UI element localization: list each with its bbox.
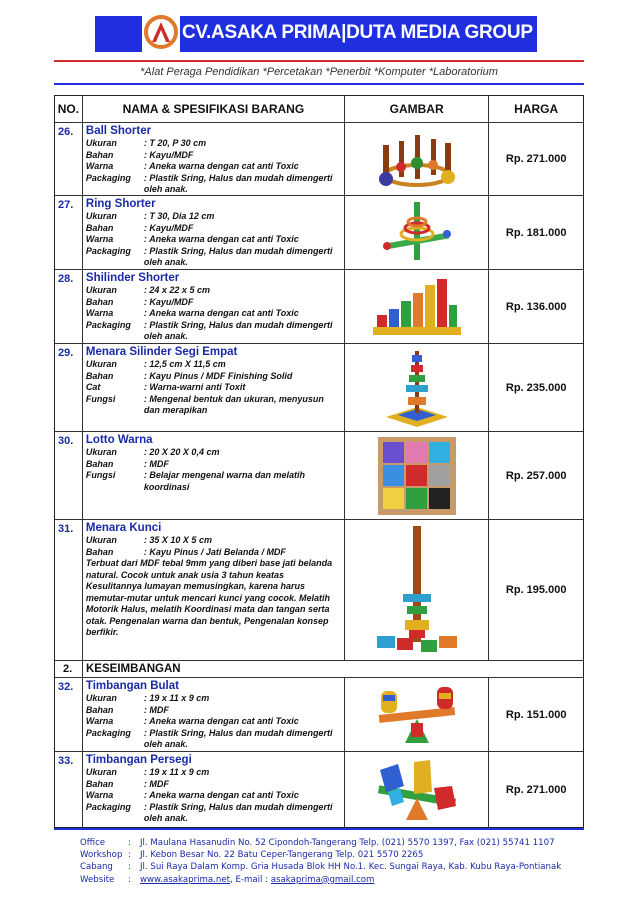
email-link[interactable]: asakaprima@gmail.com (270, 874, 375, 885)
item-description: Terbuat dari MDF tebal 9mm yang diberi base jati belanda natural. Cocok untuk anak usia 3 tahun keatas Kesulitannya lumayan memusingkan, karena harus memutar-mutar untuk mencari kunci yang cocok. Melatih Motorik Halus, melatih Koordinasi mata dan tangan serta otak. Pengenalan warna dan bentuk, Pengenalan konsep berfikir. (85, 558, 333, 637)
spec-key: Fungsi (85, 393, 116, 404)
header-divider-blue (54, 83, 584, 85)
price-table (54, 95, 584, 828)
item-no: 27. (55, 196, 83, 269)
spec-value: : Aneka warna dengan cat anti Toxic (143, 790, 299, 800)
spec-value: : Plastik Sring, Halus dan mudah dimengerti oleh anak. (143, 319, 333, 341)
spec-row (86, 693, 340, 705)
item-name: Timbangan Persegi (85, 754, 192, 766)
footer-label: Website (80, 874, 115, 885)
spec-row (86, 308, 340, 320)
item-price: Rp. 271.000 (505, 783, 567, 796)
square-cylinder-tower-toy-icon (382, 347, 452, 429)
item-price: Rp. 136.000 (505, 300, 567, 313)
spec-row (86, 728, 340, 751)
footer-colon: : (128, 862, 131, 873)
spec-value: : Kayu/MDF (143, 296, 194, 307)
item-details (83, 344, 345, 431)
footer-label: Cabang (80, 862, 113, 873)
item-price: Rp. 181.000 (505, 226, 567, 239)
item-no: 26. (55, 123, 83, 195)
header-divider-red (54, 60, 584, 62)
spec-key: Ukuran (85, 211, 117, 221)
spec-key: Bahan (85, 149, 114, 160)
spec-key: Bahan (85, 458, 114, 469)
cylinder-shorter-toy-icon (369, 277, 465, 337)
spec-key: Ukuran (85, 535, 117, 545)
col-header-price: HARGA (514, 102, 559, 116)
item-image (345, 344, 489, 431)
table-row (55, 432, 583, 520)
spec-value: : 20 X 20 X 0,4 cm (143, 447, 220, 457)
website-link[interactable]: www.asakaprima.net (140, 874, 230, 885)
item-details (83, 123, 345, 195)
table-header-row (55, 96, 583, 123)
section-no: 2. (55, 661, 83, 677)
section-label: KESEIMBANGAN (86, 663, 181, 675)
spec-row (86, 359, 340, 371)
company-name: CV.ASAKA PRIMA|DUTA MEDIA GROUP (182, 22, 533, 43)
spec-value: : Aneka warna dengan cat anti Toxic (143, 161, 299, 171)
spec-key: Bahan (85, 704, 114, 715)
spec-row (86, 705, 340, 717)
item-image (345, 432, 489, 519)
footer-colon: : (128, 874, 131, 885)
email-label: , E-mail : (229, 874, 271, 885)
spec-row (86, 223, 340, 235)
spec-row (86, 246, 340, 269)
color-lotto-board-icon (378, 437, 456, 515)
spec-key: Warna (85, 716, 114, 726)
col-header-image: GAMBAR (345, 96, 489, 122)
spec-value: : Plastik Sring, Halus dan mudah dimengerti oleh anak. (143, 801, 333, 823)
spec-key: Fungsi (85, 470, 116, 480)
spec-row (86, 173, 340, 196)
item-details (83, 678, 345, 751)
page-footer (80, 837, 561, 886)
spec-value: : Kayu Pinus / MDF Finishing Solid (143, 370, 293, 381)
spec-value: : MDF (143, 458, 169, 469)
item-price: Rp. 271.000 (505, 153, 567, 165)
spec-row (86, 535, 340, 547)
spec-key: Packaging (85, 172, 131, 183)
spec-row (86, 320, 340, 343)
table-row (55, 270, 583, 344)
spec-key: Warna (85, 234, 114, 244)
spec-value: : Plastik Sring, Halus dan mudah dimengerti oleh anak. (143, 727, 333, 749)
table-row (55, 196, 583, 270)
spec-value: : 35 X 10 X 5 cm (143, 535, 212, 545)
spec-key: Bahan (85, 778, 114, 789)
spec-key: Packaging (85, 245, 131, 256)
item-no: 31. (55, 520, 83, 660)
spec-value: : Kayu/MDF (143, 149, 194, 160)
spec-value: : Mengenal bentuk dan ukuran, menyusun dan merapikan (143, 393, 324, 415)
spec-value: : Aneka warna dengan cat anti Toxic (143, 234, 299, 244)
spec-value: : Plastik Sring, Halus dan mudah dimengerti oleh anak. (143, 245, 333, 267)
item-details (83, 270, 345, 343)
spec-value: : T 30, Dia 12 cm (143, 211, 215, 221)
footer-label: Workshop (80, 850, 123, 861)
item-name: Lotto Warna (85, 434, 153, 446)
footer-value: Jl. Sui Raya Dalam Komp. Gria Husada Blok HH No.1. Kec. Sungai Raya, Kab. Kubu Raya-Pontianak (140, 862, 562, 873)
footer-value: Jl. Maulana Hasanudin No. 52 Cipondoh-Tangerang Telp. (021) 5570 1397, Fax (021) 55741 1107 (140, 838, 555, 848)
round-balance-toy-icon (375, 683, 459, 747)
spec-row (86, 779, 340, 791)
table-row (55, 678, 583, 752)
item-name: Menara Kunci (85, 522, 162, 534)
spec-key: Packaging (85, 801, 131, 812)
col-header-name: NAMA & SPESIFIKASI BARANG (83, 96, 345, 122)
spec-value: : 12,5 cm X 11,5 cm (143, 359, 226, 369)
spec-row (86, 459, 340, 471)
spec-row (86, 138, 340, 150)
spec-value: : Kayu/MDF (143, 222, 194, 233)
footer-line (80, 837, 561, 849)
spec-value: : T 20, P 30 cm (143, 138, 207, 148)
item-image (345, 196, 489, 269)
spec-value: : Aneka warna dengan cat anti Toxic (143, 716, 299, 726)
spec-row (86, 382, 340, 394)
spec-value: : 19 x 11 x 9 cm (143, 693, 210, 703)
spec-row (86, 447, 340, 459)
footer-label: Office (80, 838, 106, 848)
page-header (0, 0, 638, 92)
spec-value: : MDF (143, 778, 169, 789)
spec-row (86, 211, 340, 223)
spec-key: Ukuran (85, 693, 117, 703)
ring-shorter-toy-icon (377, 200, 457, 266)
spec-row (86, 297, 340, 309)
table-row (55, 752, 583, 827)
spec-row (86, 161, 340, 173)
ball-shorter-toy-icon (367, 127, 467, 191)
footer-divider (54, 828, 584, 830)
item-price: Rp. 257.000 (505, 469, 567, 482)
item-no: 28. (55, 270, 83, 343)
footer-colon: : (128, 838, 131, 848)
square-balance-toy-icon (374, 758, 460, 822)
spec-row (86, 285, 340, 297)
spec-key: Cat (85, 382, 101, 392)
header-tagline: *Alat Peraga Pendidikan *Percetakan *Penerbit *Komputer *Laboratorium (140, 66, 498, 78)
item-name: Shilinder Shorter (85, 272, 180, 284)
item-image (345, 678, 489, 751)
spec-row (86, 470, 340, 493)
item-no: 30. (55, 432, 83, 519)
spec-key: Ukuran (85, 359, 117, 369)
item-image (345, 752, 489, 827)
spec-row (86, 547, 340, 559)
item-details (83, 196, 345, 269)
section-row (55, 661, 583, 678)
spec-value: : Kayu Pinus / Jati Belanda / MDF (143, 546, 286, 557)
spec-key: Warna (85, 308, 114, 318)
spec-key: Ukuran (85, 447, 117, 457)
item-no: 32. (55, 678, 83, 751)
table-row (55, 123, 583, 196)
spec-value: : MDF (143, 704, 169, 715)
spec-value: : Aneka warna dengan cat anti Toxic (143, 308, 299, 318)
spec-key: Bahan (85, 546, 114, 557)
item-name: Timbangan Bulat (85, 680, 179, 692)
spec-row (86, 150, 340, 162)
spec-row (86, 716, 340, 728)
footer-line (80, 874, 561, 886)
spec-row (86, 802, 340, 825)
item-price: Rp. 235.000 (505, 381, 567, 394)
item-image (345, 520, 489, 660)
key-tower-toy-icon (375, 524, 459, 656)
item-details (83, 520, 345, 660)
spec-key: Warna (85, 161, 114, 171)
spec-row (86, 767, 340, 779)
spec-row (86, 234, 340, 246)
spec-key: Ukuran (85, 285, 117, 295)
item-details (83, 752, 345, 827)
spec-value: : Belajar mengenal warna dan melatih koordinasi (143, 470, 305, 492)
col-header-no: NO. (55, 96, 83, 122)
item-image (345, 270, 489, 343)
header-bar-left (95, 16, 137, 52)
spec-key: Ukuran (85, 767, 117, 777)
table-row (55, 520, 583, 661)
item-no: 33. (55, 752, 83, 827)
spec-key: Warna (85, 790, 114, 800)
spec-key: Bahan (85, 370, 114, 381)
footer-line (80, 849, 561, 861)
item-details (83, 432, 345, 519)
spec-key: Packaging (85, 727, 131, 738)
spec-row (86, 394, 340, 417)
spec-key: Packaging (85, 319, 131, 330)
spec-value: : Warna-warni anti Toxit (143, 382, 246, 392)
spec-row (86, 790, 340, 802)
footer-colon: : (128, 850, 131, 861)
item-name: Ball Shorter (85, 125, 152, 137)
footer-line (80, 861, 561, 873)
table-row (55, 344, 583, 432)
item-name: Ring Shorter (85, 198, 156, 210)
item-no: 29. (55, 344, 83, 431)
item-name: Menara Silinder Segi Empat (85, 346, 238, 358)
spec-value: : 19 x 11 x 9 cm (143, 767, 210, 777)
spec-key: Bahan (85, 222, 114, 233)
item-price: Rp. 195.000 (505, 584, 567, 596)
spec-key: Ukuran (85, 138, 117, 148)
spec-key: Bahan (85, 296, 114, 307)
item-price: Rp. 151.000 (505, 708, 567, 721)
footer-value: Jl. Kebon Besar No. 22 Batu Ceper-Tangerang Telp. 021 5570 2265 (140, 850, 424, 861)
spec-value: : Plastik Sring, Halus dan mudah dimengerti oleh anak. (143, 172, 333, 194)
item-image (345, 123, 489, 195)
spec-row (86, 371, 340, 383)
spec-value: : 24 x 22 x 5 cm (143, 285, 210, 295)
company-logo-icon (142, 14, 180, 54)
